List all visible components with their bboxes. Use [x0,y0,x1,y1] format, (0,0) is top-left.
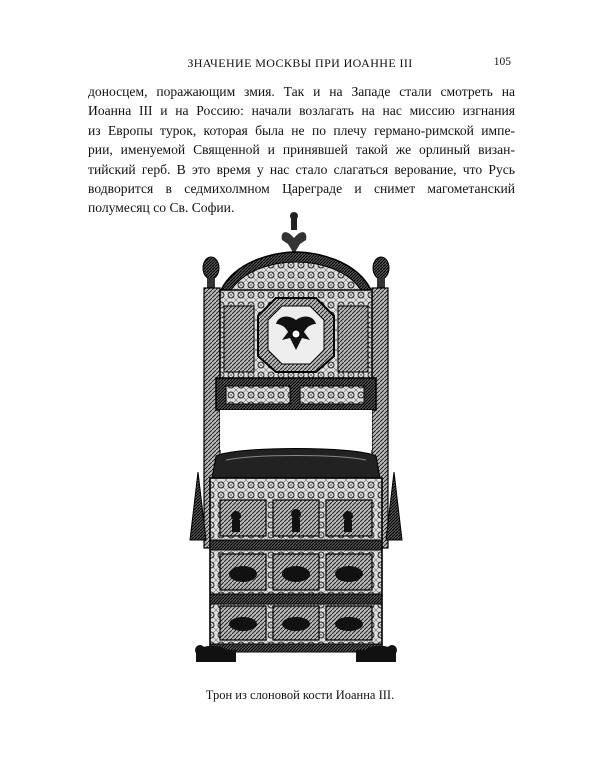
text-line: из Европы турок, которая была не по плечу германо-римской импе- [88,122,515,138]
body-paragraph [88,82,515,218]
text-line: рии, именуемой Священной и принявшей такой же орлиный визан- [88,142,515,158]
throne-illustration [176,210,426,680]
eagle-finial-icon [282,212,307,254]
left-finial-icon [203,257,219,288]
text-line: тийский герб. В это время у нас стало слагаться верование, что Русь [88,161,515,177]
running-title: ЗНАЧЕНИЕ МОСКВЫ ПРИ ИОАННЕ III [187,56,413,70]
text-line: полумесяц со Св. Софии. [88,200,235,216]
right-finial-icon [373,257,389,288]
text-line: Иоанна III и на Россию: начали возлагать на нас миссию изгнания [88,103,515,119]
figure-caption: Трон из слоновой кости Иоанна III. [205,688,395,702]
text-line: доносцем, поражающим змия. Так и на Западе стали смотреть на [88,84,515,99]
running-head [0,56,600,72]
text-line: водворится в седмихолмном Цареграде и снимет магометанский [88,181,515,197]
page-number: 105 [493,56,511,68]
